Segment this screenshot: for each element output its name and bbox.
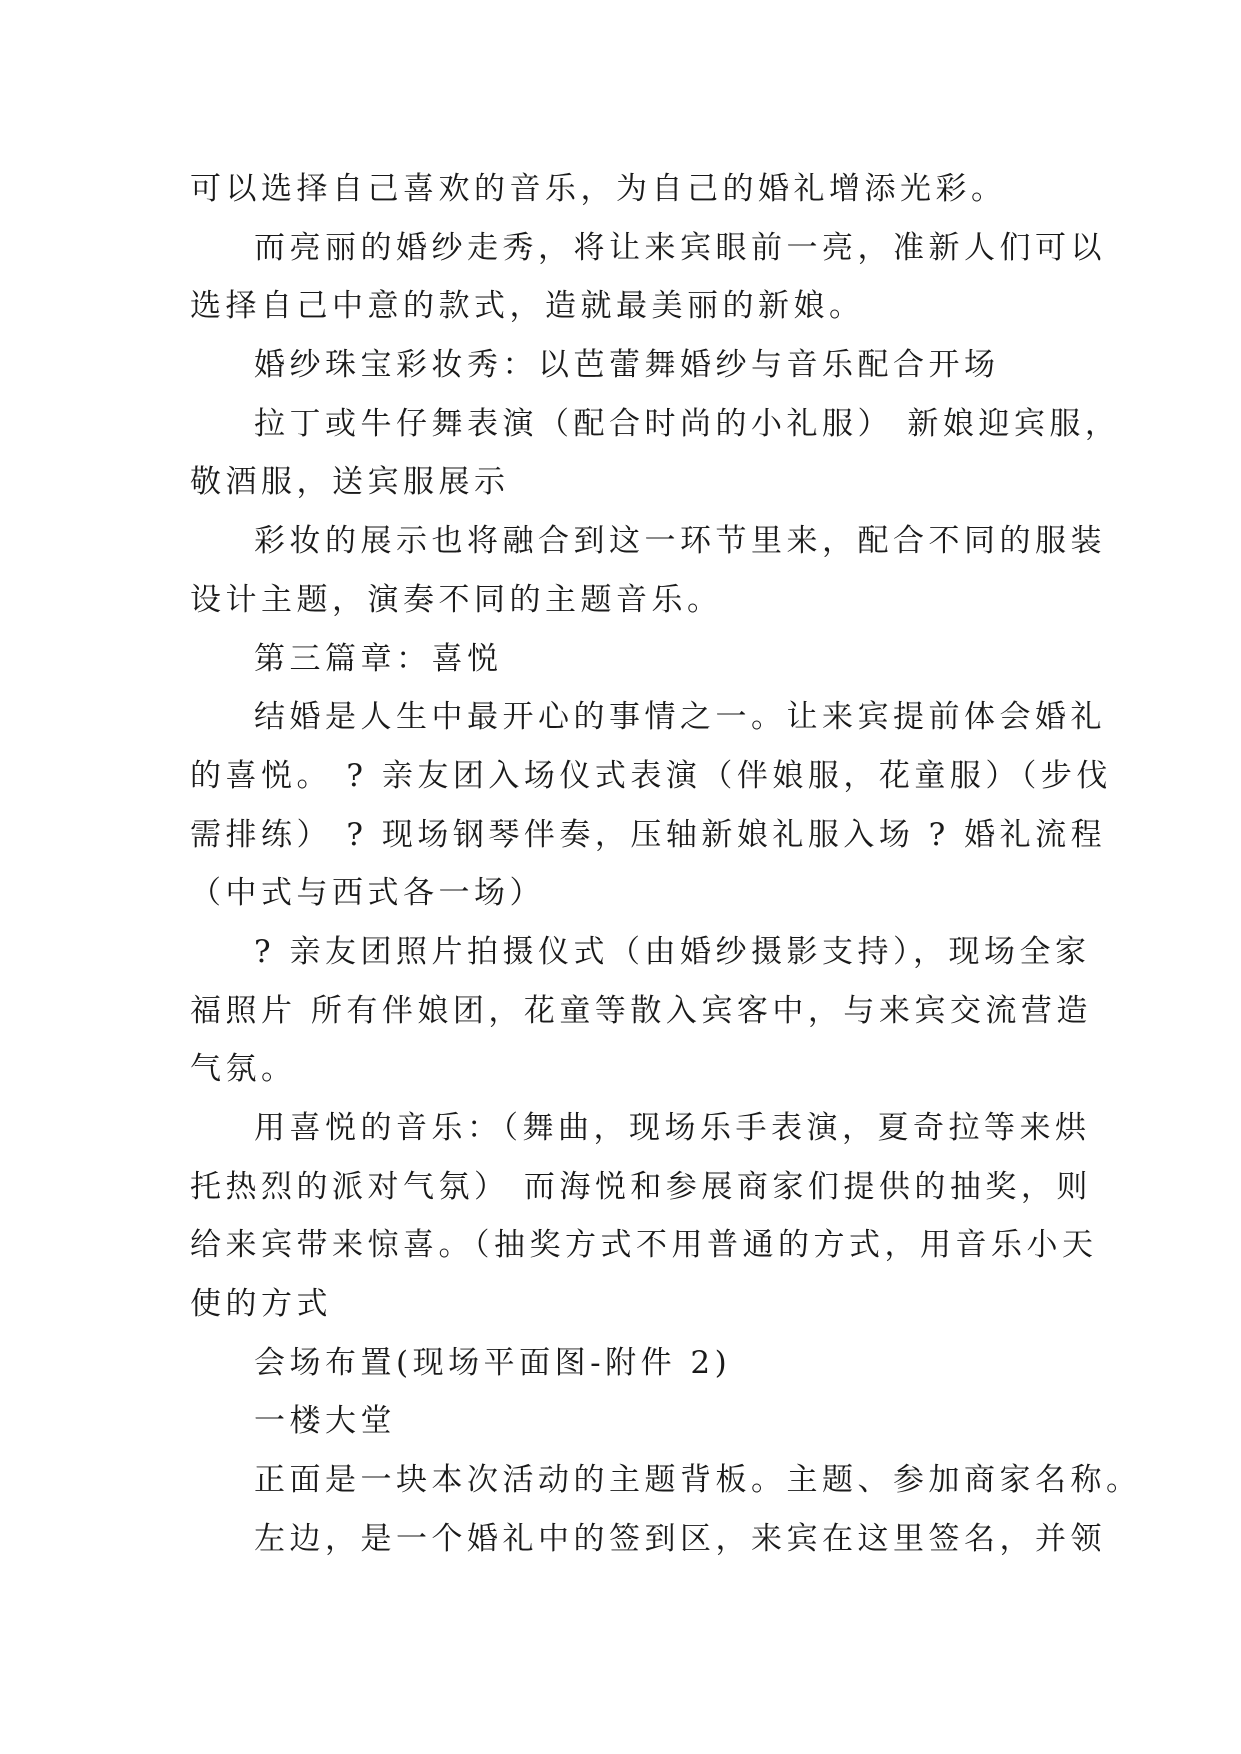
paragraph-line: （中式与西式各一场） bbox=[190, 875, 545, 912]
paragraph-line: 气氛。 bbox=[190, 1051, 297, 1088]
paragraph-line: 托热烈的派对气氛） 而海悦和参展商家们提供的抽奖，则 bbox=[190, 1168, 1092, 1205]
paragraph-line: 彩妆的展示也将融合到这一环节里来，配合不同的服装 bbox=[254, 523, 1106, 560]
paragraph-line: 用喜悦的音乐：（舞曲，现场乐手表演，夏奇拉等来烘 bbox=[254, 1110, 1091, 1146]
paragraph-line: 使的方式 bbox=[190, 1286, 332, 1323]
section-heading: 一楼大堂 bbox=[254, 1403, 396, 1440]
paragraph-line: 而亮丽的婚纱走秀，将让来宾眼前一亮，准新人们可以 bbox=[254, 229, 1106, 266]
paragraph-line: 正面是一块本次活动的主题背板。主题、参加商家名称。 bbox=[254, 1462, 1142, 1499]
paragraph-line: 结婚是人生中最开心的事情之一。让来宾提前体会婚礼 bbox=[254, 699, 1106, 736]
document-body bbox=[190, 160, 1142, 1569]
paragraph-line: 婚纱珠宝彩妆秀：以芭蕾舞婚纱与音乐配合开场 bbox=[254, 347, 1000, 384]
paragraph-line: 选择自己中意的款式，造就最美丽的新娘。 bbox=[190, 288, 865, 325]
paragraph-line: 可以选择自己喜欢的音乐，为自己的婚礼增添光彩。 bbox=[190, 171, 1007, 207]
paragraph-line: 拉丁或牛仔舞表演（配合时尚的小礼服） 新娘迎宾服， bbox=[254, 405, 1121, 442]
paragraph-line: 设计主题，演奏不同的主题音乐。 bbox=[190, 581, 723, 618]
paragraph-line: 给来宾带来惊喜。（抽奖方式不用普通的方式，用音乐小天 bbox=[190, 1227, 1098, 1264]
paragraph-line: 需排练） ? 现场钢琴伴奏，压轴新娘礼服入场 ? 婚礼流程 bbox=[190, 816, 1107, 853]
paragraph-line: 左边，是一个婚礼中的签到区，来宾在这里签名，并领 bbox=[254, 1520, 1106, 1557]
paragraph-line: 敬酒服，送宾服展示 bbox=[190, 464, 510, 501]
paragraph-line: 福照片 所有伴娘团，花童等散入宾客中，与来宾交流营造 bbox=[190, 992, 1092, 1029]
paragraph-line: ? 亲友团照片拍摄仪式（由婚纱摄影支持），现场全家 bbox=[254, 933, 1091, 970]
paragraph-line: 的喜悦。 ? 亲友团入场仪式表演（伴娘服，花童服）（步伐 bbox=[190, 757, 1112, 794]
section-heading: 第三篇章：喜悦 bbox=[254, 640, 503, 677]
section-heading: 会场布置(现场平面图-附件 2) bbox=[254, 1344, 732, 1381]
